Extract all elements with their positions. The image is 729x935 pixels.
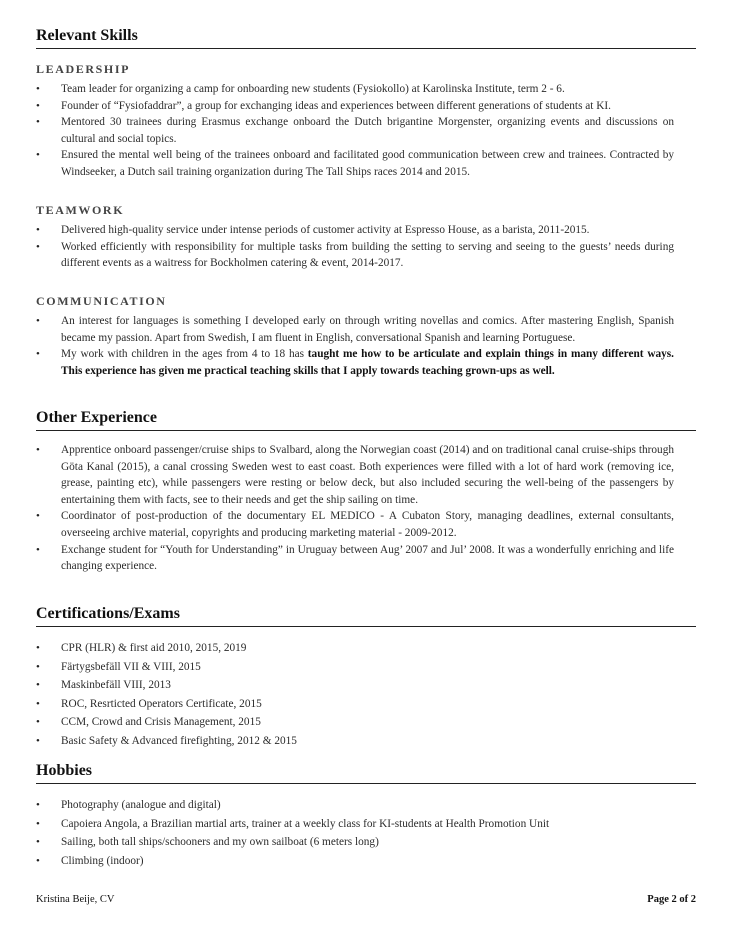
list-item: • Exchange student for “Youth for Understanding” in Uruguay between Aug’ 2007 and Jul’ 2008. It was a wonderfully enriching and life changing experience. [36, 542, 696, 575]
relevant-skills-section [36, 27, 696, 49]
list-item: • Maskinbefäll VIII, 2013 [36, 676, 696, 695]
list-item: • Basic Safety & Advanced firefighting, 2012 & 2015 [36, 732, 696, 751]
subheading-leadership: LEADERSHIP [36, 62, 131, 76]
page-footer [36, 894, 696, 905]
item-text: My work with children in the ages from 4 to 18 has [61, 348, 308, 361]
section-title: Certifications/Exams [36, 605, 696, 627]
list-item: • Sailing, both tall ships/schooners and my own sailboat (6 meters long) [36, 833, 696, 852]
hobbies-list [36, 796, 696, 870]
section-title: Relevant Skills [36, 27, 696, 49]
list-item: • Färtygsbefäll VII & VIII, 2015 [36, 658, 696, 677]
page-number: Page 2 of 2 [647, 894, 696, 905]
leadership-block [36, 62, 696, 181]
item-text-bold: taught me how to be articulate and explain things in many different ways. This experience has given me practical teaching skills that I apply towards teaching grown-ups as well. [61, 348, 674, 377]
list-item: • Coordinator of post-production of the documentary EL MEDICO - A Cubaton Story, managing deadlines, external consultants, overseeing archive material, copyrights and producing marketing material - 2009-2012. [36, 508, 696, 541]
list-item: • Photography (analogue and digital) [36, 796, 696, 815]
other-experience-list [36, 442, 696, 575]
list-item: • CPR (HLR) & first aid 2010, 2015, 2019 [36, 639, 696, 658]
section-title: Other Experience [36, 409, 696, 431]
teamwork-block [36, 203, 696, 272]
list-item: • Climbing (indoor) [36, 852, 696, 871]
communication-block [36, 294, 696, 379]
list-item: • Apprentice onboard passenger/cruise ships to Svalbard, along the Norwegian coast (2014) and on traditional canal cruise-ships through Göta Kanal (2015), a canal crossing Sweden west to east coast. Both experiences were filled with a lot of hard work (removing ice, grease, painting etc), while passengers were resting or below deck, but also included securing the well-being of the passengers by entertaining them with facts, see to their needs and get the ship sailing on time. [36, 442, 696, 508]
list-item: • Ensured the mental well being of the trainees onboard and facilitated good communication between crew and trainees. Contracted by Windseeker, a Dutch sail training organization during The Tall Ships races 2014 and 2015. [36, 147, 696, 180]
subheading-teamwork: TEAMWORK [36, 203, 125, 217]
list-item [36, 346, 696, 379]
footer-name: Kristina Beije, CV [36, 894, 115, 905]
hobbies-section [36, 762, 696, 870]
list-item: • Capoiera Angola, a Brazilian martial arts, trainer at a weekly class for KI-students at Health Promotion Unit [36, 815, 696, 834]
communication-list [36, 313, 696, 379]
list-item: • Delivered high-quality service under intense periods of customer activity at Espresso House, as a barista, 2011-2015. [36, 222, 696, 239]
other-experience-section [36, 409, 696, 575]
certifications-list [36, 639, 696, 751]
leadership-list [36, 81, 696, 181]
list-item: • ROC, Resrticted Operators Certificate, 2015 [36, 695, 696, 714]
list-item: • Worked efficiently with responsibility for multiple tasks from building the setting to serving and seeing to the guests’ needs during different events as a waitress for Bockholmen catering & event, 2014-2017. [36, 239, 696, 272]
certifications-section [36, 605, 696, 751]
list-item: • Team leader for organizing a camp for onboarding new students (Fysiokollo) at Karolinska Institute, term 2 - 6. [36, 81, 696, 98]
list-item: • Mentored 30 trainees during Erasmus exchange onboard the Dutch brigantine Morgenster, organizing events and discussions on cultural and social topics. [36, 114, 696, 147]
teamwork-list [36, 222, 696, 272]
subheading-communication: COMMUNICATION [36, 294, 167, 308]
list-item: • Founder of “Fysiofaddrar”, a group for exchanging ideas and experiences between different generations of students at KI. [36, 98, 696, 115]
list-item: • CCM, Crowd and Crisis Management, 2015 [36, 713, 696, 732]
section-title: Hobbies [36, 762, 696, 784]
list-item: • An interest for languages is something I developed early on through writing novellas and comics. After mastering English, Spanish became my passion. Apart from Swedish, I am fluent in English, conversational Spanish and learning Portuguese. [36, 313, 696, 346]
